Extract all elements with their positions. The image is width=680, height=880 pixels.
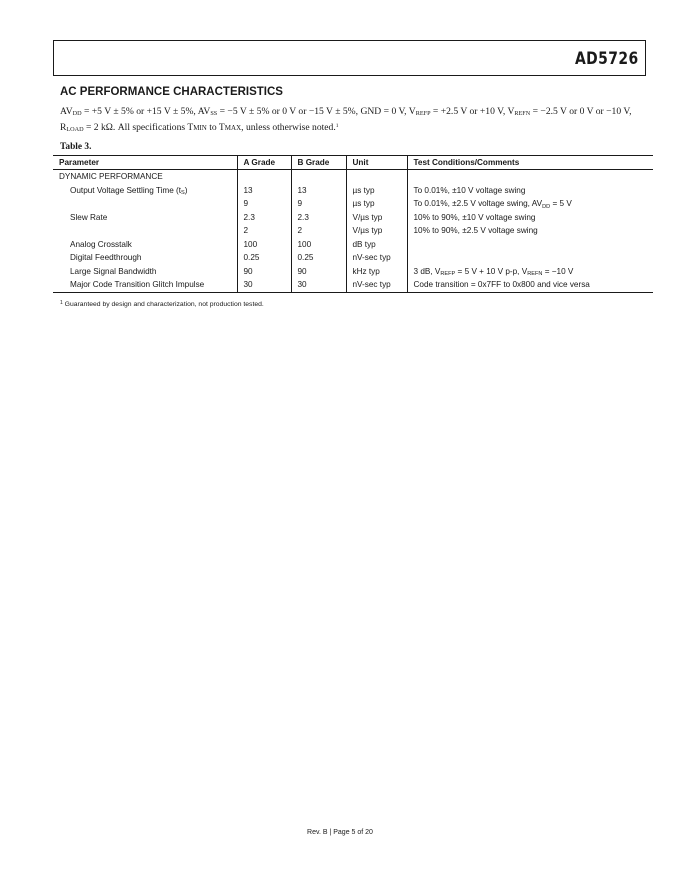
table-row <box>53 197 653 211</box>
conditions-cell: 3 dB, $V_{REFP} = 5$ V + 10 V p-p, $V_{REFN} = -10$ V <box>407 265 653 279</box>
unit-cell: dB typ <box>346 238 407 252</box>
unit-cell: µs typ <box>346 184 407 198</box>
b-grade-cell: 0.25 <box>291 251 346 265</box>
a-grade-cell: 9 <box>237 197 291 211</box>
specification-conditions: $AV_{DD} = +5$ V ± 5% or +15 V ± 5%, $AV_{SS} = -5$ V ± 5% or 0 V or −15 V ± 5%, GND = 0 V, $V_{REFP} = +2.5$ V or +10 V, $V_{REFN} = -2.5$ V or 0 V or −10 V, $R_{LOAD} = 2$ kΩ. All specifications TMIN to TMAX, unless otherwise noted.$^1$ <box>60 106 632 133</box>
footnote-marker: 1 <box>60 300 63 306</box>
parameter-cell: Analog Crosstalk <box>70 239 132 249</box>
table-row <box>53 184 653 198</box>
unit-cell: V/µs typ <box>346 211 407 225</box>
conditions-cell <box>407 238 653 252</box>
parameter-cell: Output Voltage Settling Time $(t_S)$ <box>70 185 188 197</box>
header-box <box>53 40 646 76</box>
conditions-cell <box>407 251 653 265</box>
b-grade-cell: 100 <box>291 238 346 252</box>
table-row <box>53 211 653 225</box>
unit-cell: µs typ <box>346 197 407 211</box>
page-footer: Rev. B | Page 5 of 20 <box>307 829 373 836</box>
table-row <box>53 224 653 238</box>
header-parameter: Parameter <box>59 158 100 167</box>
parameter-cell: Slew Rate <box>70 212 108 222</box>
a-grade-cell: 100 <box>237 238 291 252</box>
unit-cell: V/µs typ <box>346 224 407 238</box>
header-b-grade: B Grade <box>291 156 346 170</box>
group-label: DYNAMIC PERFORMANCE <box>59 172 163 182</box>
b-grade-cell: 2.3 <box>291 211 346 225</box>
conditions-cell: Code transition = 0x7FF to 0x800 and vice versa <box>407 278 653 292</box>
a-grade-cell: 90 <box>237 265 291 279</box>
parameter-cell: Digital Feedthrough <box>70 253 142 263</box>
table-row <box>53 251 653 265</box>
part-number: AD5726 <box>575 49 639 69</box>
b-grade-cell: 13 <box>291 184 346 198</box>
conditions-cell: 10% to 90%, ±2.5 V voltage swing <box>407 224 653 238</box>
b-grade-cell: 9 <box>291 197 346 211</box>
b-grade-cell: 30 <box>291 278 346 292</box>
unit-cell: kHz typ <box>346 265 407 279</box>
section-title: AC PERFORMANCE CHARACTERISTICS <box>60 86 283 98</box>
table-row <box>53 278 653 292</box>
a-grade-cell: 0.25 <box>237 251 291 265</box>
table-row <box>53 265 653 279</box>
a-grade-cell: 2.3 <box>237 211 291 225</box>
conditions-cell: 10% to 90%, ±10 V voltage swing <box>407 211 653 225</box>
table-caption: Table 3. <box>60 142 92 152</box>
table-group-row <box>53 170 653 184</box>
header-conditions: Test Conditions/Comments <box>407 156 653 170</box>
unit-cell: nV-sec typ <box>346 278 407 292</box>
header-a-grade: A Grade <box>237 156 291 170</box>
parameter-cell: Large Signal Bandwidth <box>70 266 157 276</box>
spec-table <box>53 155 653 293</box>
a-grade-cell: 2 <box>237 224 291 238</box>
b-grade-cell: 90 <box>291 265 346 279</box>
unit-cell: nV-sec typ <box>346 251 407 265</box>
table-header-row <box>53 156 653 170</box>
footnote: $^1$ Guaranteed by design and characterization, not production tested. <box>60 300 264 308</box>
parameter-cell <box>53 197 237 211</box>
conditions-cell: To 0.01%, ±10 V voltage swing <box>407 184 653 198</box>
b-grade-cell: 2 <box>291 224 346 238</box>
parameter-cell: Major Code Transition Glitch Impulse <box>70 280 205 290</box>
a-grade-cell: 13 <box>237 184 291 198</box>
footnote-ref: 1 <box>335 123 339 129</box>
a-grade-cell: 30 <box>237 278 291 292</box>
header-unit: Unit <box>346 156 407 170</box>
conditions-cell: To 0.01%, ±2.5 V voltage swing, $AV_{DD} = 5$ V <box>407 197 653 211</box>
parameter-cell <box>53 224 237 238</box>
table-row <box>53 238 653 252</box>
